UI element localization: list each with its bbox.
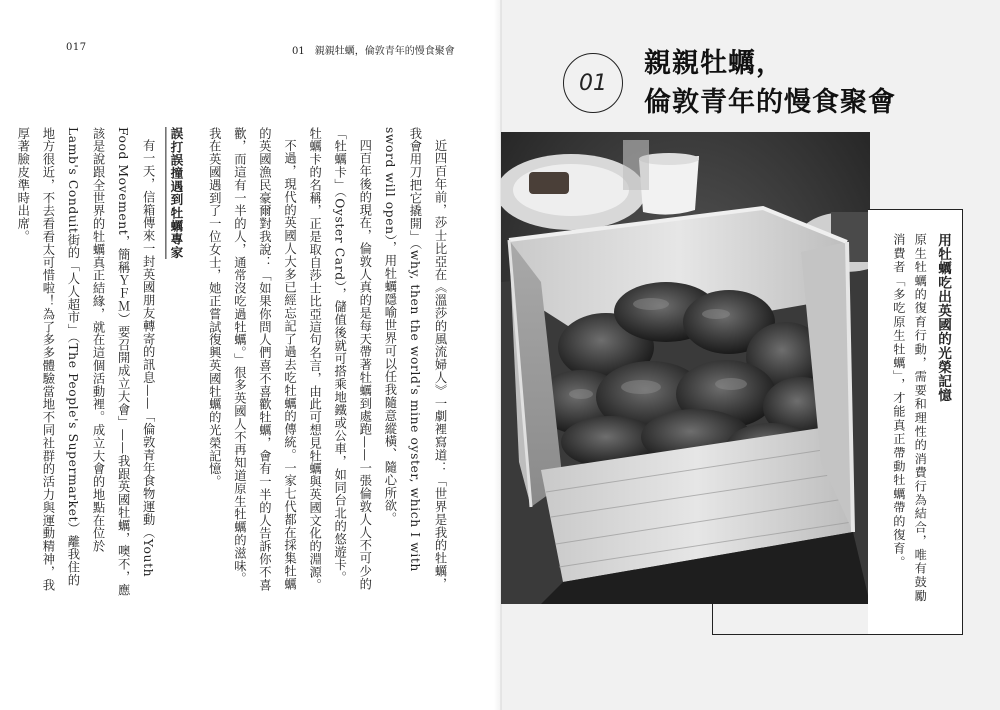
body-paragraph: 四百年後的現在，倫敦人真的是每天帶著牡蠣到處跑——一張倫敦人人不可少的「牡蠣卡」（Oyster Card），儲值後就可搭乘地鐵或公車，如同台北的悠遊卡。牡蠣卡的名稱，正是取自莎士比亞這句名言，由此可想見牡蠣與英國文化的淵源。 <box>307 127 372 592</box>
body-paragraph: 近四百年前，莎士比亞在《溫莎的風流婦人》一劇裡寫道：「世界是我的牡蠣，我會用刀把它撬開」（why, then the world's mine oyster, which I with sword will open），用牡蠣隱喻世界可以任我隨意縱橫、隨心所欲。 <box>382 127 447 591</box>
section-heading: 誤打誤撞遇到牡蠣專家 <box>168 127 184 259</box>
running-head: 01 親親牡蠣，倫敦青年的慢食聚會 <box>292 46 455 57</box>
body-paragraph: 不過，現代的英國人大多已經忘記了過去吃牡蠣的傳統。一家七代都在採集牡蠣的英國漁民豪爾對我說：「如果你問人們喜不喜歡牡蠣，會有一半的人告訴你不喜歡，而這有一半的人，通常沒吃過牡蠣。」很多英國人不再知道原生牡蠣的滋味。我在英國遇到了一位女士，她正嘗試復興英國牡蠣的光榮記憶。 <box>207 127 297 592</box>
body-paragraph: 有一天，信箱傳來一封英國朋友轉寄的訊息——「倫敦青年食物運動（Youth Food Movement，簡稱ＹＦＭ）要召開成立大會」——我跟英國牡蠣，噢不，應該是說跟全世界的牡蠣真正結緣，就在這個活動裡。成立大會的地點在位於Lamb's Conduit街的「人人超市」（The People's Supermarket）離我住的地方很近，不去看看太可惜啦！為了多多體驗當地不同社群的活力與運動精神，我厚著臉皮準時出席。 <box>15 127 156 597</box>
chapter-title-line-2: 倫敦青年的慢食聚會 <box>644 87 896 119</box>
chapter-title-line-1: 親親牡蠣， <box>644 48 784 79</box>
sidebar-body: 原生牡蠣的復育行動，需要和理性的消費行為結合，唯有鼓勵消費者「多吃原生牡蠣」，才能真正帶動牡蠣帶的復育。 <box>891 233 928 603</box>
body-text-column <box>15 127 452 597</box>
chapter-title <box>644 44 944 122</box>
sidebar-content <box>874 233 954 603</box>
page-number: 017 <box>66 42 87 53</box>
chapter-number-badge <box>563 53 623 113</box>
oyster-basket-photo <box>501 132 870 604</box>
chapter-number: 01 <box>579 70 607 96</box>
sidebar-title: 用牡蠣吃出英國的光榮記憶 <box>935 233 951 403</box>
